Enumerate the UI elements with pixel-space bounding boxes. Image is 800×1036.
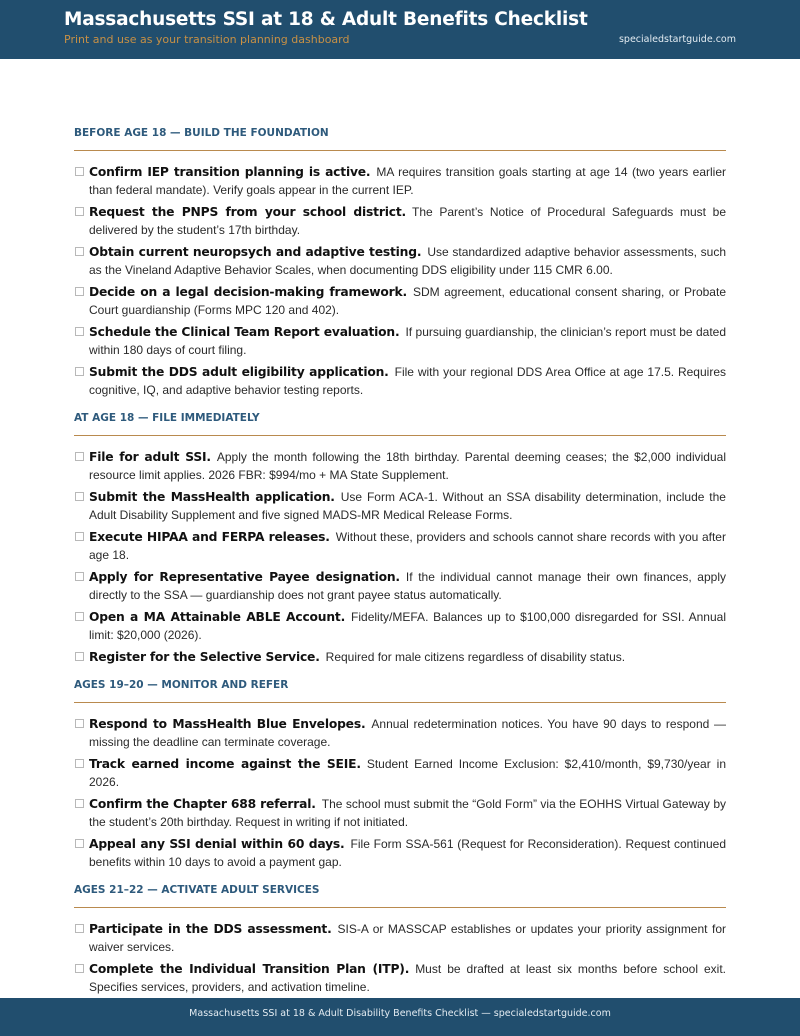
checkbox[interactable] <box>75 652 84 661</box>
item-lead: Request the PNPS from your school district. <box>89 205 406 219</box>
checkbox[interactable] <box>75 924 84 933</box>
page-footer <box>0 998 800 1036</box>
checkbox[interactable] <box>75 572 84 581</box>
checkbox[interactable] <box>75 287 84 296</box>
checklist-item <box>74 488 726 524</box>
checkbox[interactable] <box>75 207 84 216</box>
item-lead: Submit the DDS adult eligibility application. <box>89 365 389 379</box>
footer-text: Massachusetts SSI at 18 & Adult Disability Benefits Checklist — specialedstartguide.com <box>189 1008 611 1019</box>
section-ages-19-20 <box>74 679 726 871</box>
checklist-item <box>74 323 726 359</box>
item-text: Fidelity/MEFA. Balances up to $100,000 disregarded for SSI. Annual limit: $20,000 (2026). <box>89 610 726 642</box>
page-header <box>0 0 800 59</box>
checkbox[interactable] <box>75 839 84 848</box>
section-before-18 <box>74 127 726 399</box>
item-text: Student Earned Income Exclusion: $2,410/month, $9,730/year in 2026. <box>89 757 726 789</box>
checkbox[interactable] <box>75 367 84 376</box>
checkbox[interactable] <box>75 759 84 768</box>
item-lead: Obtain current neuropsych and adaptive testing. <box>89 245 422 259</box>
checklist-item <box>74 163 726 199</box>
checkbox[interactable] <box>75 492 84 501</box>
checkbox[interactable] <box>75 799 84 808</box>
item-lead: Confirm IEP transition planning is active. <box>89 165 371 179</box>
item-lead: Decide on a legal decision-making framework. <box>89 285 407 299</box>
item-text: The school must submit the “Gold Form” via the EOHHS Virtual Gateway by the student’s 20th birthday. Request in writing if not initiated. <box>89 797 727 829</box>
page-title: Massachusetts SSI at 18 & Adult Benefits Checklist <box>64 9 588 30</box>
checklist-content <box>74 127 726 1009</box>
section-heading: AGES 19–20 — MONITOR AND REFER <box>74 679 726 703</box>
checkbox[interactable] <box>75 452 84 461</box>
item-text: File with your regional DDS Area Office at age 17.5. Requires cognitive, IQ, and adaptive behavior testing reports. <box>89 365 726 397</box>
section-ages-21-22 <box>74 884 726 996</box>
item-text: Apply the month following the 18th birthday. Parental deeming ceases; the $2,000 individual resource limit applies. 2026 FBR: $994/mo + MA State Supplement. <box>89 450 726 482</box>
item-lead: Register for the Selective Service. <box>89 650 320 664</box>
checkbox[interactable] <box>75 964 84 973</box>
checklist-item <box>74 648 726 666</box>
checklist-item <box>74 568 726 604</box>
item-text: Without these, providers and schools cannot share records with you after age 18. <box>89 530 726 562</box>
checklist-item <box>74 920 726 956</box>
checkbox[interactable] <box>75 532 84 541</box>
checkbox[interactable] <box>75 327 84 336</box>
item-text: Use Form ACA-1. Without an SSA disability determination, include the Adult Disability Supplement and five signed MADS-MR Medical Release Forms. <box>89 490 726 522</box>
item-lead: Open a MA Attainable ABLE Account. <box>89 610 346 624</box>
checklist-item <box>74 960 726 996</box>
item-lead: Respond to MassHealth Blue Envelopes. <box>89 717 366 731</box>
checklist-item <box>74 835 726 871</box>
item-lead: Complete the Individual Transition Plan (ITP). <box>89 962 410 976</box>
section-heading: BEFORE AGE 18 — BUILD THE FOUNDATION <box>74 127 726 151</box>
checkbox[interactable] <box>75 247 84 256</box>
checklist-item <box>74 715 726 751</box>
checkbox[interactable] <box>75 167 84 176</box>
section-at-18 <box>74 412 726 666</box>
item-text: If pursuing guardianship, the clinician’s report must be dated within 180 days of court filing. <box>89 325 727 357</box>
item-text: SDM agreement, educational consent sharing, or Probate Court guardianship (Forms MPC 120 and 402). <box>89 285 726 317</box>
item-lead: Submit the MassHealth application. <box>89 490 335 504</box>
item-lead: Schedule the Clinical Team Report evaluation. <box>89 325 400 339</box>
item-text: The Parent’s Notice of Procedural Safeguards must be delivered by the student’s 17th birthday. <box>89 205 727 237</box>
checklist-item <box>74 608 726 644</box>
page-subtitle: Print and use as your transition planning dashboard <box>64 33 350 46</box>
item-lead: Appeal any SSI denial within 60 days. <box>89 837 345 851</box>
checklist-item <box>74 363 726 399</box>
item-lead: Apply for Representative Payee designation. <box>89 570 400 584</box>
checklist-item <box>74 528 726 564</box>
item-lead: Participate in the DDS assessment. <box>89 922 332 936</box>
item-text: Use standardized adaptive behavior assessments, such as the Vineland Adaptive Behavior Scales, when documenting DDS eligibility under 115 CMR 6.00. <box>89 245 726 277</box>
item-text: Must be drafted at least six months before school exit. Specifies services, providers, and activation timeline. <box>89 962 727 994</box>
checklist-item <box>74 243 726 279</box>
item-text: MA requires transition goals starting at age 14 (two years earlier than federal mandate). Verify goals appear in the current IEP. <box>89 165 727 197</box>
checklist-item <box>74 755 726 791</box>
checklist-item <box>74 283 726 319</box>
checklist-item <box>74 203 726 239</box>
item-text: If the individual cannot manage their own finances, apply directly to the SSA — guardianship does not grant payee status automatically. <box>89 570 726 602</box>
item-lead: Track earned income against the SEIE. <box>89 757 361 771</box>
checkbox[interactable] <box>75 612 84 621</box>
checklist-item <box>74 795 726 831</box>
item-lead: File for adult SSI. <box>89 450 211 464</box>
item-text: Required for male citizens regardless of disability status. <box>325 650 626 664</box>
item-lead: Confirm the Chapter 688 referral. <box>89 797 316 811</box>
item-text: File Form SSA-561 (Request for Reconsideration). Request continued benefits within 10 days to avoid a payment gap. <box>89 837 726 869</box>
section-heading: AGES 21–22 — ACTIVATE ADULT SERVICES <box>74 884 726 908</box>
item-lead: Execute HIPAA and FERPA releases. <box>89 530 330 544</box>
checklist-item <box>74 448 726 484</box>
item-text: SIS-A or MASSCAP establishes or updates your priority assignment for waiver services. <box>89 922 726 954</box>
section-heading: AT AGE 18 — FILE IMMEDIATELY <box>74 412 726 436</box>
checkbox[interactable] <box>75 719 84 728</box>
header-site-link[interactable]: specialedstartguide.com <box>618 34 736 45</box>
item-text: Annual redetermination notices. You have 90 days to respond — missing the deadline can terminate coverage. <box>89 717 726 749</box>
